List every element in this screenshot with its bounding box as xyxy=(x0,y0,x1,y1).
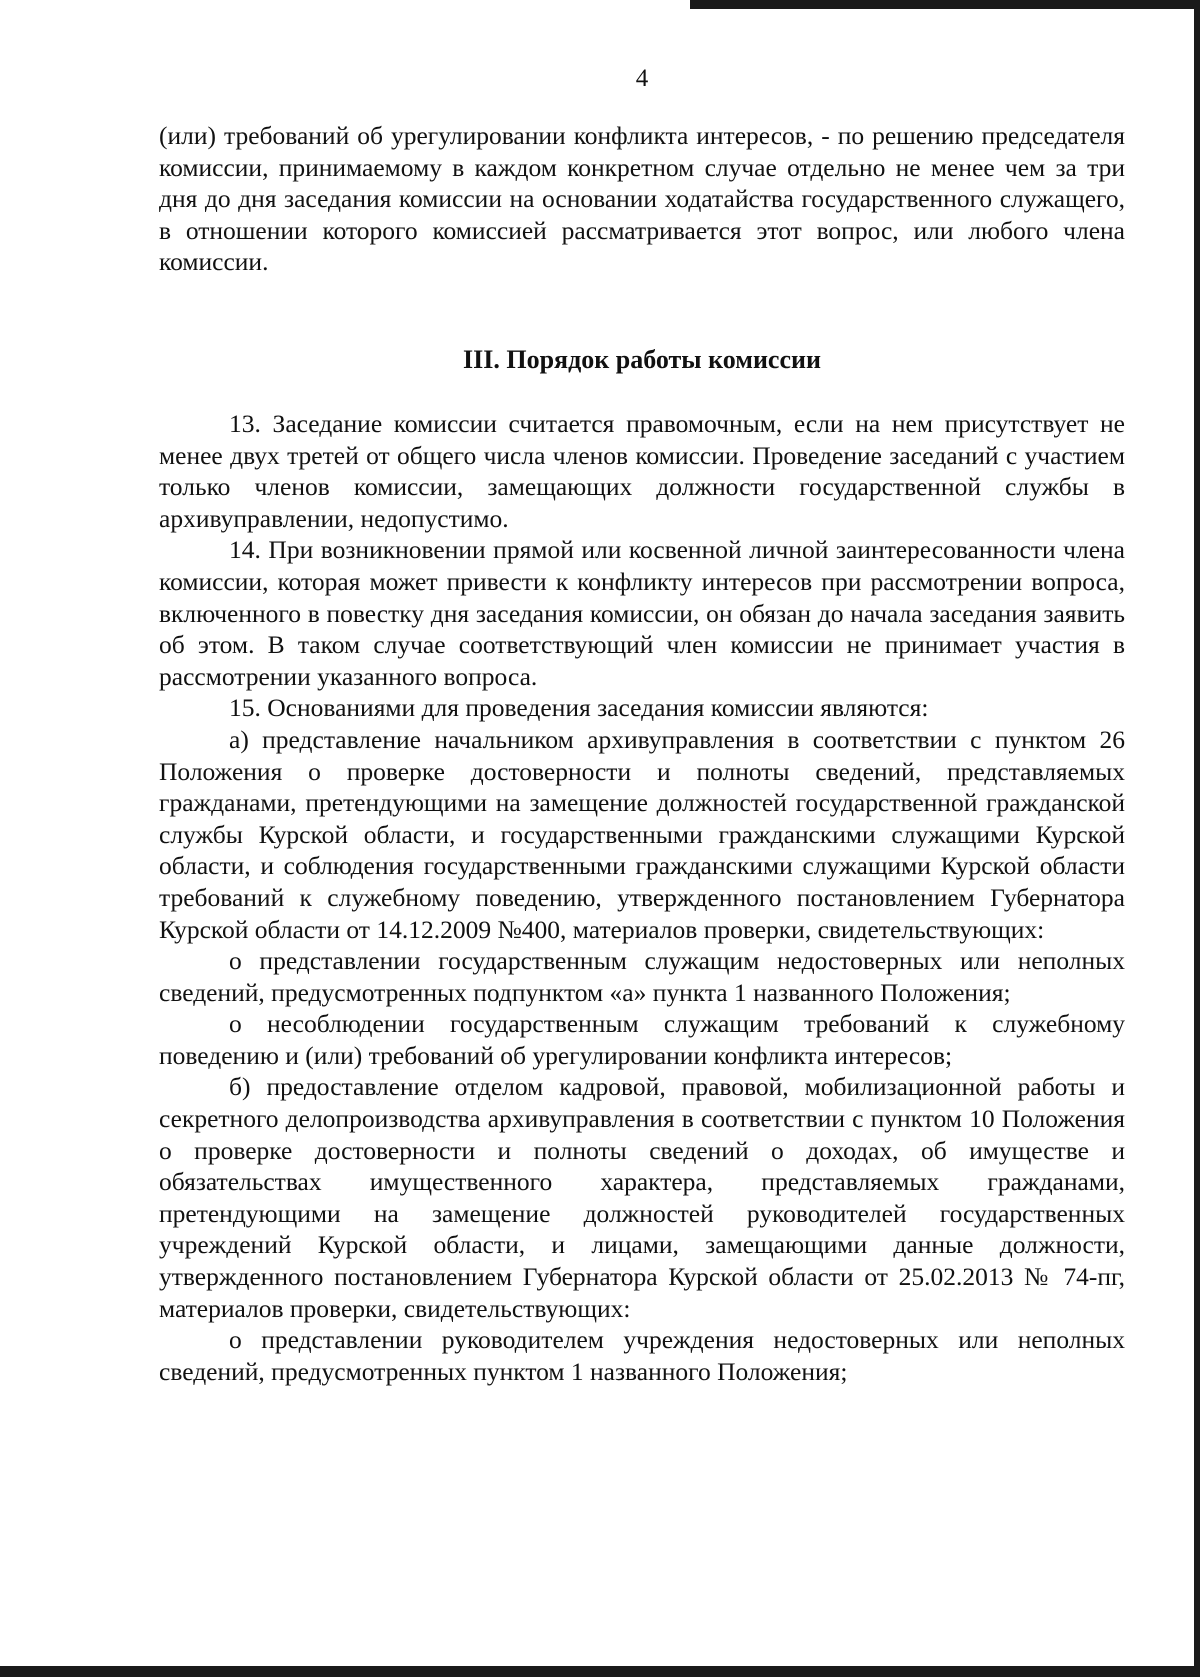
paragraph-15-a: а) представление начальником архивуправления в соответствии с пунктом 26 Положения о проверке достоверности и полноты сведений, представляемых гражданами, претендующими на замещение должностей государственной гражданской службы Курской области, и государственными гражданскими служащими Курской области, и соблюдения государственными гражданскими служащими Курской области требований к служебному поведению, утвержденного постановлением Губернатора Курской области от 14.12.2009 №400, материалов проверки, свидетельствующих: xyxy=(159,724,1125,944)
paragraph-15-a-item-1: о представлении государственным служащим недостоверных или неполных сведений, предусмотренных подпунктом «а» пункта 1 названного Положения; xyxy=(159,946,1125,1007)
page-number: 4 xyxy=(635,65,649,92)
scan-edge-bottom xyxy=(0,1666,1200,1677)
section-body xyxy=(159,408,1125,1387)
paragraph-14: 14. При возникновении прямой или косвенной личной заинтересованности члена комиссии, которая может привести к конфликту интересов при рассмотрении вопроса, включенного в повестку дня заседания комиссии, он обязан до начала заседания заявить об этом. В таком случае соответствующий член комиссии не принимает участия в рассмотрении указанного вопроса. xyxy=(159,535,1125,691)
section-heading: III. Порядок работы комиссии xyxy=(463,345,821,374)
intro-block xyxy=(159,120,1125,278)
scan-edge-top xyxy=(690,0,1200,9)
paragraph-15-b: б) предоставление отделом кадровой, правовой, мобилизационной работы и секретного делопроизводства архивуправления в соответствии с пунктом 10 Положения о проверке достоверности и полноты сведений о доходах, об имуществе и обязательствах имущественного характера, представляемых гражданами, претендующими на замещение должностей руководителей государственных учреждений Курской области, и лицами, замещающими данные должности, утвержденного постановлением Губернатора Курской области от 25.02.2013 № 74-пг, материалов проверки, свидетельствующих: xyxy=(159,1072,1125,1323)
paragraph-13: 13. Заседание комиссии считается правомочным, если на нем присутствует не менее двух третей от общего числа членов комиссии. Проведение заседаний с участием только членов комиссии, замещающих должности государственной службы в архивуправлении, недопустимо. xyxy=(159,409,1125,533)
paragraph-15-b-item-1: о представлении руководителем учреждения недостоверных или неполных сведений, предусмотренных пунктом 1 названного Положения; xyxy=(159,1325,1125,1386)
scan-edge-right xyxy=(1194,0,1200,1677)
paragraph-15-a-item-2: о несоблюдении государственным служащим требований к служебному поведению и (или) требований об урегулировании конфликта интересов; xyxy=(159,1009,1125,1070)
intro-paragraph: (или) требований об урегулировании конфликта интересов, - по решению председателя комиссии, принимаемому в каждом конкретном случае отдельно не менее чем за три дня до дня заседания комиссии на основании ходатайства государственного служащего, в отношении которого комиссией рассматривается этот вопрос, или любого члена комиссии. xyxy=(159,121,1125,277)
paragraph-15: 15. Основаниями для проведения заседания комиссии являются: xyxy=(229,693,929,723)
